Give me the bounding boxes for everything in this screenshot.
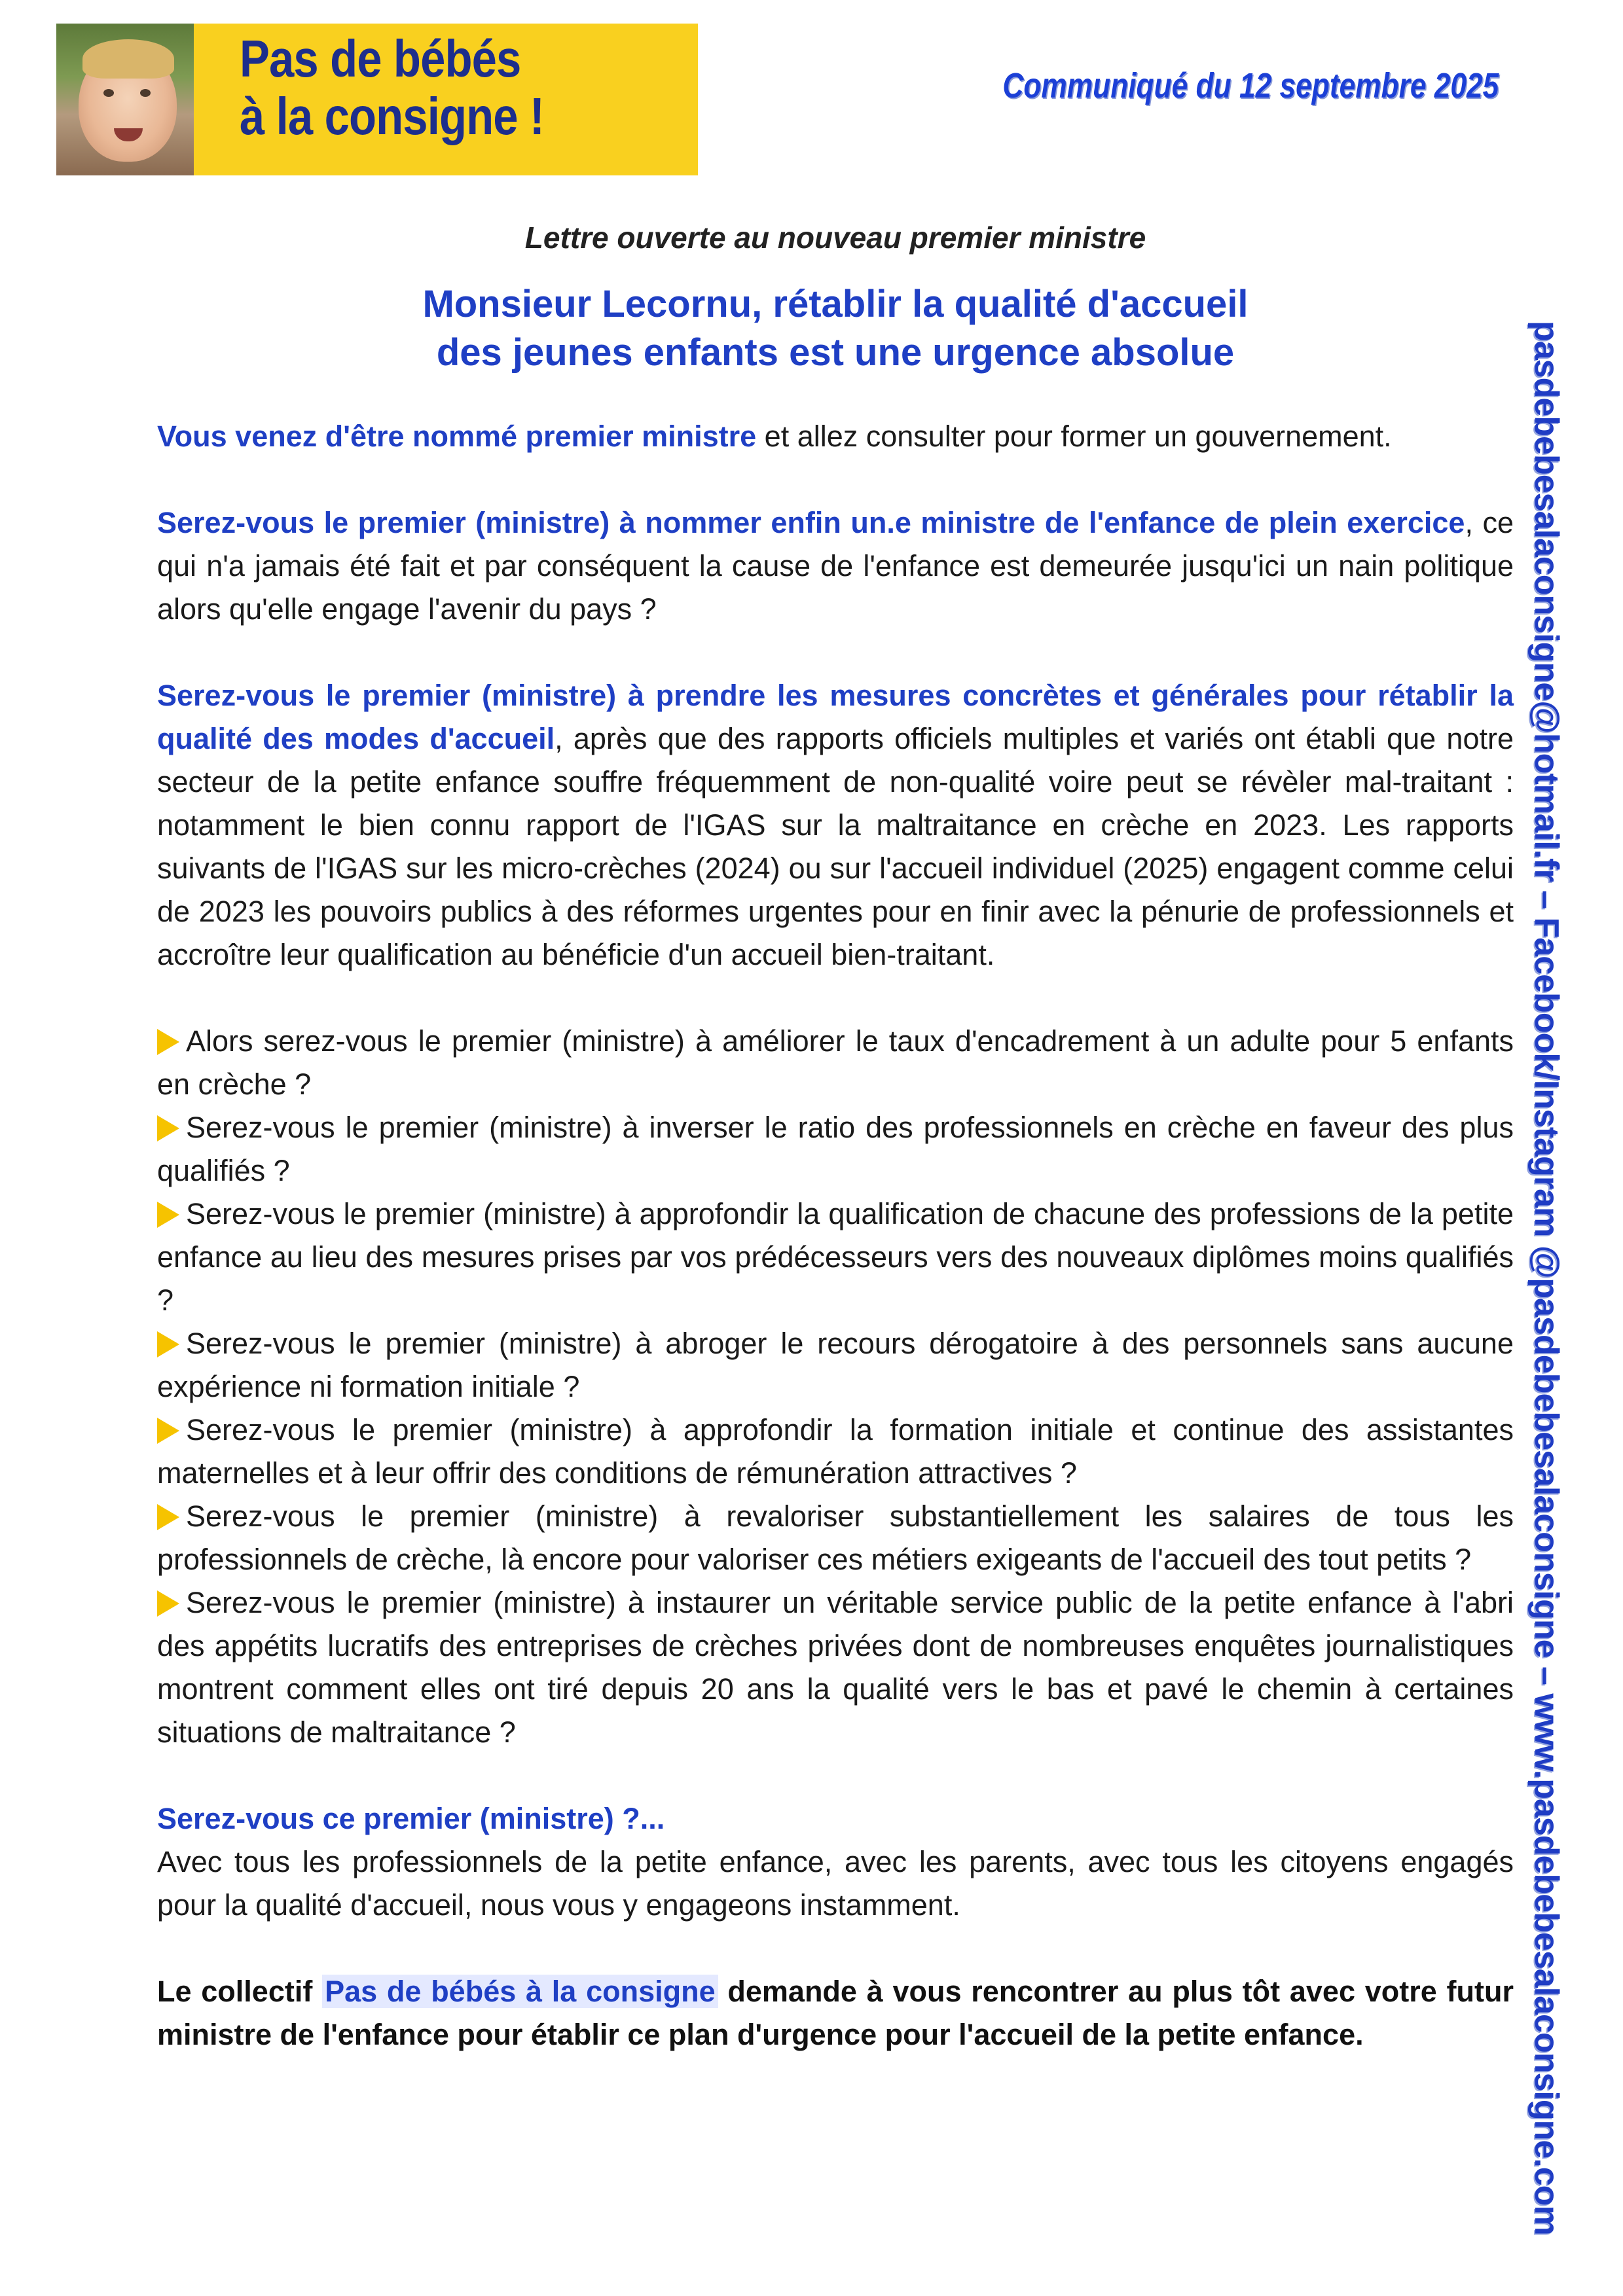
- triangle-bullet-icon: [157, 1029, 179, 1055]
- paragraph-3-text: , après que des rapports officiels multiples et variés ont établi que notre secteur de la petite enfance souffre fréquemment de non-qualité voire peut se révèler mal-traitant : notamment le bien connu rapport de l'IGAS sur la maltraitance en crèche en 2023. Les rapports suivants de l'IGAS sur les micro-crèches (2024) ou sur l'accueil individuel (2025) engagent comme celui de 2023 les pouvoirs publics à des réformes urgentes pour en finir avec la pénurie de professionnels et accroître leur qualification au bénéficie d'un accueil bien-traitant.: [157, 722, 1514, 971]
- bullet-text: Serez-vous le premier (ministre) à instaurer un véritable service public de la petite enfance à l'abri des appétits lucratifs des entreprises de crèches privées dont de nombreuses enquêtes journalistiques montrent comment elles ont tiré depuis 20 ans la qualité vers le bas et pavé le chemin à certaines situations de maltraitance ?: [157, 1586, 1514, 1749]
- paragraph-1-bold: Vous venez d'être nommé premier ministre: [157, 420, 757, 453]
- child-eye-right: [140, 89, 151, 97]
- triangle-bullet-icon: [157, 1418, 179, 1444]
- triangle-bullet-icon: [157, 1590, 179, 1617]
- release-date: Communiqué du 12 septembre 2025: [1002, 66, 1499, 105]
- paragraph-5-pre: Le collectif: [157, 1975, 323, 2008]
- bullet-text: Serez-vous le premier (ministre) à approfondir la formation initiale et continue des assistantes maternelles et à leur offrir des conditions de rémunération attractives ?: [157, 1413, 1514, 1490]
- triangle-bullet-icon: [157, 1115, 179, 1141]
- logo-line2: à la consigne !: [240, 87, 545, 145]
- child-eye-left: [103, 89, 114, 97]
- kicker: Lettre ouverte au nouveau premier ministre: [524, 221, 1146, 255]
- bullet-item: [157, 1408, 1514, 1495]
- headline-line2: des jeunes enfants est une urgence absolue: [436, 331, 1235, 374]
- paragraph-4-text: Avec tous les professionnels de la petite enfance, avec les parents, avec tous les citoyens engagés pour la qualité d'accueil, nous vous y engageons instamment.: [157, 1845, 1514, 1922]
- paragraph-2-text: , ce qui n'a jamais été fait et par conséquent la cause de l'enfance est demeurée jusqu'ici un nain politique alors qu'elle engage l'avenir du pays ?: [157, 506, 1514, 626]
- child-photo: [56, 24, 194, 175]
- paragraph-4: [157, 1797, 1514, 1840]
- triangle-bullet-icon: [157, 1202, 179, 1228]
- paragraph-3-bold: Serez-vous le premier (ministre) à prendre les mesures concrètes et générales pour rétablir la qualité des modes d'accueil: [157, 679, 1514, 755]
- bullet-item: [157, 1581, 1514, 1754]
- paragraph-2: [157, 501, 1514, 631]
- bullet-text: Serez-vous le premier (ministre) à approfondir la qualification de chacune des professions de la petite enfance au lieu des mesures prises par vos prédécesseurs vers des nouveaux diplômes moins qualifiés ?: [157, 1197, 1514, 1317]
- bullet-text: Alors serez-vous le premier (ministre) à améliorer le taux d'encadrement à un adulte pour 5 enfants en crèche ?: [157, 1024, 1514, 1101]
- paragraph-1-text: et allez consulter pour former un gouvernement.: [756, 420, 1392, 453]
- bullet-item: [157, 1020, 1514, 1106]
- bullet-item: [157, 1495, 1514, 1581]
- child-hair: [82, 39, 174, 79]
- headline-line1: Monsieur Lecornu, rétablir la qualité d'accueil: [422, 283, 1249, 325]
- paragraph-2-bold: Serez-vous le premier (ministre) à nommer enfin un.e ministre de l'enfance de plein exercice: [157, 506, 1465, 539]
- bullet-item: [157, 1193, 1514, 1322]
- paragraph-4-bold: Serez-vous ce premier (ministre) ?...: [157, 1802, 665, 1835]
- headline: [157, 280, 1514, 377]
- paragraph-3: [157, 674, 1514, 977]
- logo-text: [240, 30, 544, 145]
- sidebar-contact: pasdebebesalaconsigne@hotmail.fr – Facebook/Instagram @pasdebebesalaconsigne – www.pasdebebesalaconsigne.com: [1527, 321, 1565, 2235]
- bullet-text: Serez-vous le premier (ministre) à abroger le recours dérogatoire à des personnels sans aucune expérience ni formation initiale ?: [157, 1327, 1514, 1403]
- collective-name: Pas de bébés à la consigne: [322, 1975, 718, 2008]
- bullet-item: [157, 1106, 1514, 1193]
- logo-box: [194, 24, 698, 175]
- bullet-text: Serez-vous le premier (ministre) à revaloriser substantiellement les salaires de tous les professionnels de crèche, là encore pour valoriser ces métiers exigeants de l'accueil des tout petits ?: [157, 1499, 1514, 1576]
- paragraph-1: [157, 415, 1514, 458]
- paragraph-5-post: demande à vous rencontrer au plus tôt avec votre futur ministre de l'enfance pour établir ce plan d'urgence pour l'accueil de la petite enfance.: [157, 1975, 1514, 2051]
- letter-content: [157, 216, 1514, 2056]
- bullet-item: [157, 1322, 1514, 1408]
- bullet-text: Serez-vous le premier (ministre) à inverser le ratio des professionnels en crèche en faveur des plus qualifiés ?: [157, 1111, 1514, 1187]
- paragraph-5: [157, 1970, 1514, 2056]
- triangle-bullet-icon: [157, 1331, 179, 1357]
- triangle-bullet-icon: [157, 1504, 179, 1530]
- logo-line1: Pas de bébés: [240, 29, 521, 88]
- header-banner: [56, 24, 698, 175]
